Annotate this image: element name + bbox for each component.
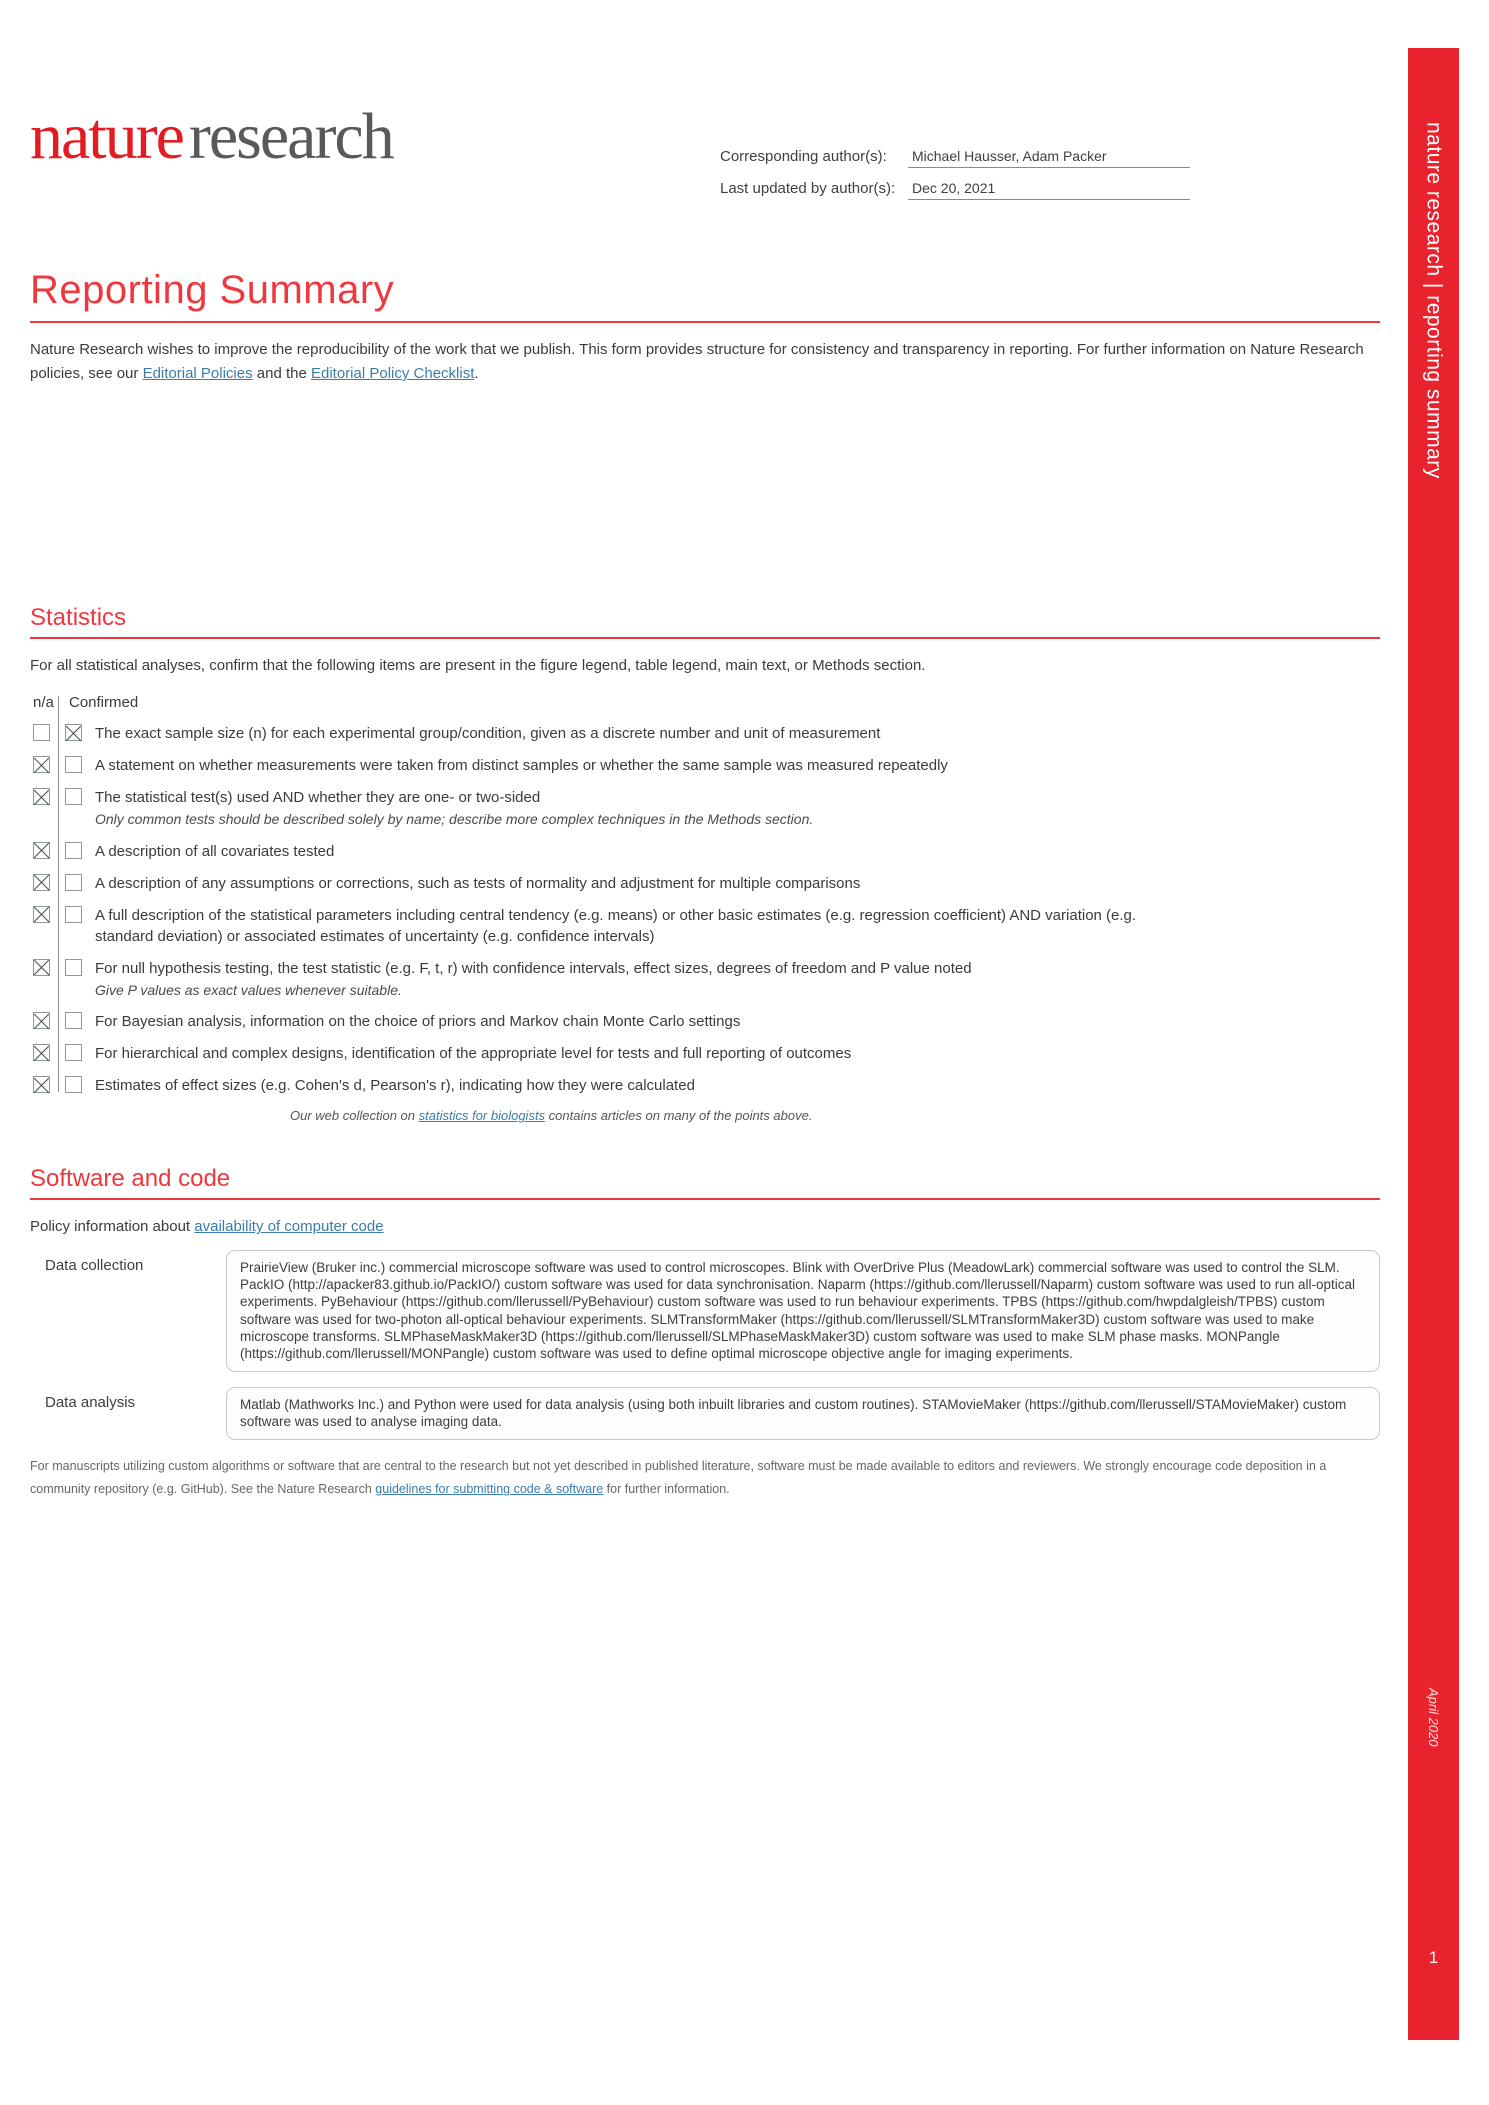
stat-item-text: A description of all covariates tested xyxy=(95,842,335,860)
statistics-rule xyxy=(30,637,1380,639)
na-checkbox[interactable] xyxy=(33,1012,50,1029)
stat-row-null-hypothesis xyxy=(30,959,1380,1001)
na-checkbox[interactable] xyxy=(33,959,50,976)
na-checkbox[interactable] xyxy=(33,906,50,923)
na-checkbox[interactable] xyxy=(33,1044,50,1061)
statistics-intro: For all statistical analyses, confirm that the following items are present in the figure legend, table legend, main text, or Methods section. xyxy=(30,657,926,674)
confirmed-column-header: Confirmed xyxy=(69,694,139,711)
intro-text-middle: and the xyxy=(252,365,311,382)
corresponding-author-label: Corresponding author(s): xyxy=(720,148,887,165)
last-updated-field[interactable]: Dec 20, 2021 xyxy=(908,180,1190,200)
stat-item-text: For hierarchical and complex designs, identification of the appropriate level for tests and full reporting of outcomes xyxy=(95,1045,852,1063)
footnote-text-before: For manuscripts utilizing custom algorithms or software that are central to the research but not yet described in published literature, software must be made available to editors and reviewers. We strongly encourage code deposition in a community repository (e.g. GitHub). See the Nature Research xyxy=(30,1459,1327,1497)
author-info-block xyxy=(720,148,1380,212)
corresponding-author-field[interactable]: Michael Hausser, Adam Packer xyxy=(908,148,1190,168)
confirmed-checkbox[interactable] xyxy=(65,842,82,859)
data-collection-row xyxy=(30,1250,1380,1372)
nature-research-logo xyxy=(30,100,393,212)
statistics-for-biologists-link[interactable]: statistics for biologists xyxy=(418,1108,546,1124)
intro-text-after: . xyxy=(474,365,479,382)
footnote-text-after: for further information. xyxy=(603,1482,730,1497)
data-collection-textbox[interactable]: PrairieView (Bruker inc.) commercial microscope software was used to control microscopes. Blink with OverDrive Plus (MeadowLark) commercial software was used to control the SLM. PackIO (http://apacker83.github.io/PackIO/) custom software was used for data synchronisation. Naparm (https://github.com/llerussell/Naparm) custom software was used to run all-optical experiments. PyBehaviour (https://github.com/llerussell/PyBehaviour) custom software was used to run behaviour experiments. TPBS (https://github.com/hwpdalgleish/TPBS) custom software was used for two-photon all-optical behaviour experiments. SLMTransformMaker (https://github.com/llerussell/SLMTransformMaker3D) custom software was used to make microscope transforms. SLMPhaseMaskMaker3D (https://github.com/llerussell/SLMPhaseMaskMaker3D) custom software was used to make SLM phase masks. MONPangle (https://github.com/llerussell/MONPangle) custom software was used to define optimal microscope objective angle for imaging experiments. xyxy=(226,1250,1380,1372)
last-updated-row xyxy=(720,180,1380,200)
stat-row-distinct-samples xyxy=(30,756,1380,776)
availability-of-computer-code-link[interactable]: availability of computer code xyxy=(194,1218,384,1236)
confirmed-checkbox[interactable] xyxy=(65,906,82,923)
data-analysis-row xyxy=(30,1387,1380,1440)
stat-row-statistical-tests xyxy=(30,788,1380,830)
stat-row-statistical-parameters xyxy=(30,906,1380,947)
corresponding-author-row xyxy=(720,148,1380,168)
stat-row-effect-sizes xyxy=(30,1076,1380,1096)
checklist-header xyxy=(30,694,1380,711)
stat-item-text: The exact sample size (n) for each experimental group/condition, given as a discrete number and unit of measurement xyxy=(95,725,881,742)
stat-item-text: A statement on whether measurements were taken from distinct samples or whether the same sample was measured repeatedly xyxy=(95,757,948,774)
stat-item-main: The statistical test(s) used AND whether they are one- or two-sided xyxy=(95,789,541,806)
na-column-header: n/a xyxy=(33,694,54,711)
editorial-policy-checklist-link[interactable]: Editorial Policy Checklist xyxy=(311,365,475,382)
data-analysis-textbox[interactable]: Matlab (Mathworks Inc.) and Python were used for data analysis (using both inbuilt libraries and custom routines). STAMovieMaker (https://github.com/llerussell/STAMovieMaker) custom software was used to analyse imaging data. xyxy=(226,1387,1380,1440)
confirmed-checkbox[interactable] xyxy=(65,724,82,741)
confirmed-checkbox[interactable] xyxy=(65,1076,82,1093)
red-sidebar xyxy=(1408,48,1459,2040)
stat-row-hierarchical xyxy=(30,1044,1380,1064)
note-text-after: contains articles on many of the points above. xyxy=(545,1108,813,1124)
stat-item-text: A full description of the statistical parameters including central tendency (e.g. means) or other basic estimates (e.g. regression coefficient) AND variation (e.g. standard deviation) or associated estimates of uncertainty (e.g. confidence intervals) xyxy=(95,906,1137,945)
stat-row-bayesian xyxy=(30,1012,1380,1032)
editorial-policies-link[interactable]: Editorial Policies xyxy=(142,365,253,382)
confirmed-checkbox[interactable] xyxy=(65,1044,82,1061)
software-footnote xyxy=(30,1455,1380,1501)
statistics-heading: Statistics xyxy=(30,604,127,631)
na-checkbox[interactable] xyxy=(33,756,50,773)
stat-row-sample-size xyxy=(30,724,1380,744)
confirmed-checkbox[interactable] xyxy=(65,959,82,976)
data-collection-label: Data collection xyxy=(45,1257,144,1275)
statistics-section xyxy=(30,604,1380,1123)
statistics-web-collection-note xyxy=(290,1108,1380,1123)
stat-item-sub: Only common tests should be described solely by name; describe more complex techniques in the Methods section. xyxy=(95,811,814,827)
page-title: Reporting Summary xyxy=(30,268,395,312)
stat-row-covariates xyxy=(30,842,1380,862)
logo-research: research xyxy=(188,100,393,173)
note-text-before: Our web collection on xyxy=(290,1108,419,1124)
sidebar-date: April 2020 xyxy=(1426,1688,1441,1747)
na-checkbox[interactable] xyxy=(33,724,50,741)
na-checkbox[interactable] xyxy=(33,788,50,805)
sidebar-vertical-title: nature research | reporting summary xyxy=(1422,122,1446,479)
na-checkbox[interactable] xyxy=(33,874,50,891)
stat-item-main: For null hypothesis testing, the test statistic (e.g. F, t, r) with confidence intervals, effect sizes, degrees of freedom and P value noted xyxy=(95,959,972,977)
stat-item-text xyxy=(95,787,813,830)
confirmed-checkbox[interactable] xyxy=(65,874,82,891)
software-rule xyxy=(30,1198,1380,1200)
stat-item-text: Estimates of effect sizes (e.g. Cohen's d, Pearson's r), indicating how they were calculated xyxy=(95,1077,695,1095)
title-rule xyxy=(30,321,1380,323)
page-header xyxy=(30,100,1380,212)
stat-item-sub: Give P values as exact values whenever suitable. xyxy=(95,981,402,998)
guidelines-for-submitting-code-link[interactable]: guidelines for submitting code & software xyxy=(375,1482,604,1497)
software-heading: Software and code xyxy=(30,1165,231,1193)
data-analysis-label: Data analysis xyxy=(45,1394,136,1412)
policy-text-before: Policy information about xyxy=(30,1218,195,1236)
software-and-code-section xyxy=(30,1165,1380,1501)
policy-information-line xyxy=(30,1218,1380,1235)
na-checkbox[interactable] xyxy=(33,842,50,859)
stat-item-text xyxy=(95,958,972,1001)
page-number: 1 xyxy=(1428,1948,1439,1967)
logo-nature: nature xyxy=(30,100,183,173)
stat-item-text: For Bayesian analysis, information on the choice of priors and Markov chain Monte Carlo settings xyxy=(95,1013,741,1031)
confirmed-checkbox[interactable] xyxy=(65,1012,82,1029)
statistics-checklist xyxy=(30,694,1380,1096)
intro-paragraph xyxy=(30,338,1380,386)
stat-item-text: A description of any assumptions or corrections, such as tests of normality and adjustment for multiple comparisons xyxy=(95,874,861,892)
stat-row-assumptions xyxy=(30,874,1380,894)
last-updated-label: Last updated by author(s): xyxy=(720,180,896,197)
na-checkbox[interactable] xyxy=(33,1076,50,1093)
intro-text-before: Nature Research wishes to improve the reproducibility of the work that we publish. This form provides structure for consistency and transparency in reporting. For further information on Nature Research policies, see our xyxy=(30,341,1364,382)
confirmed-checkbox[interactable] xyxy=(65,788,82,805)
confirmed-checkbox[interactable] xyxy=(65,756,82,773)
